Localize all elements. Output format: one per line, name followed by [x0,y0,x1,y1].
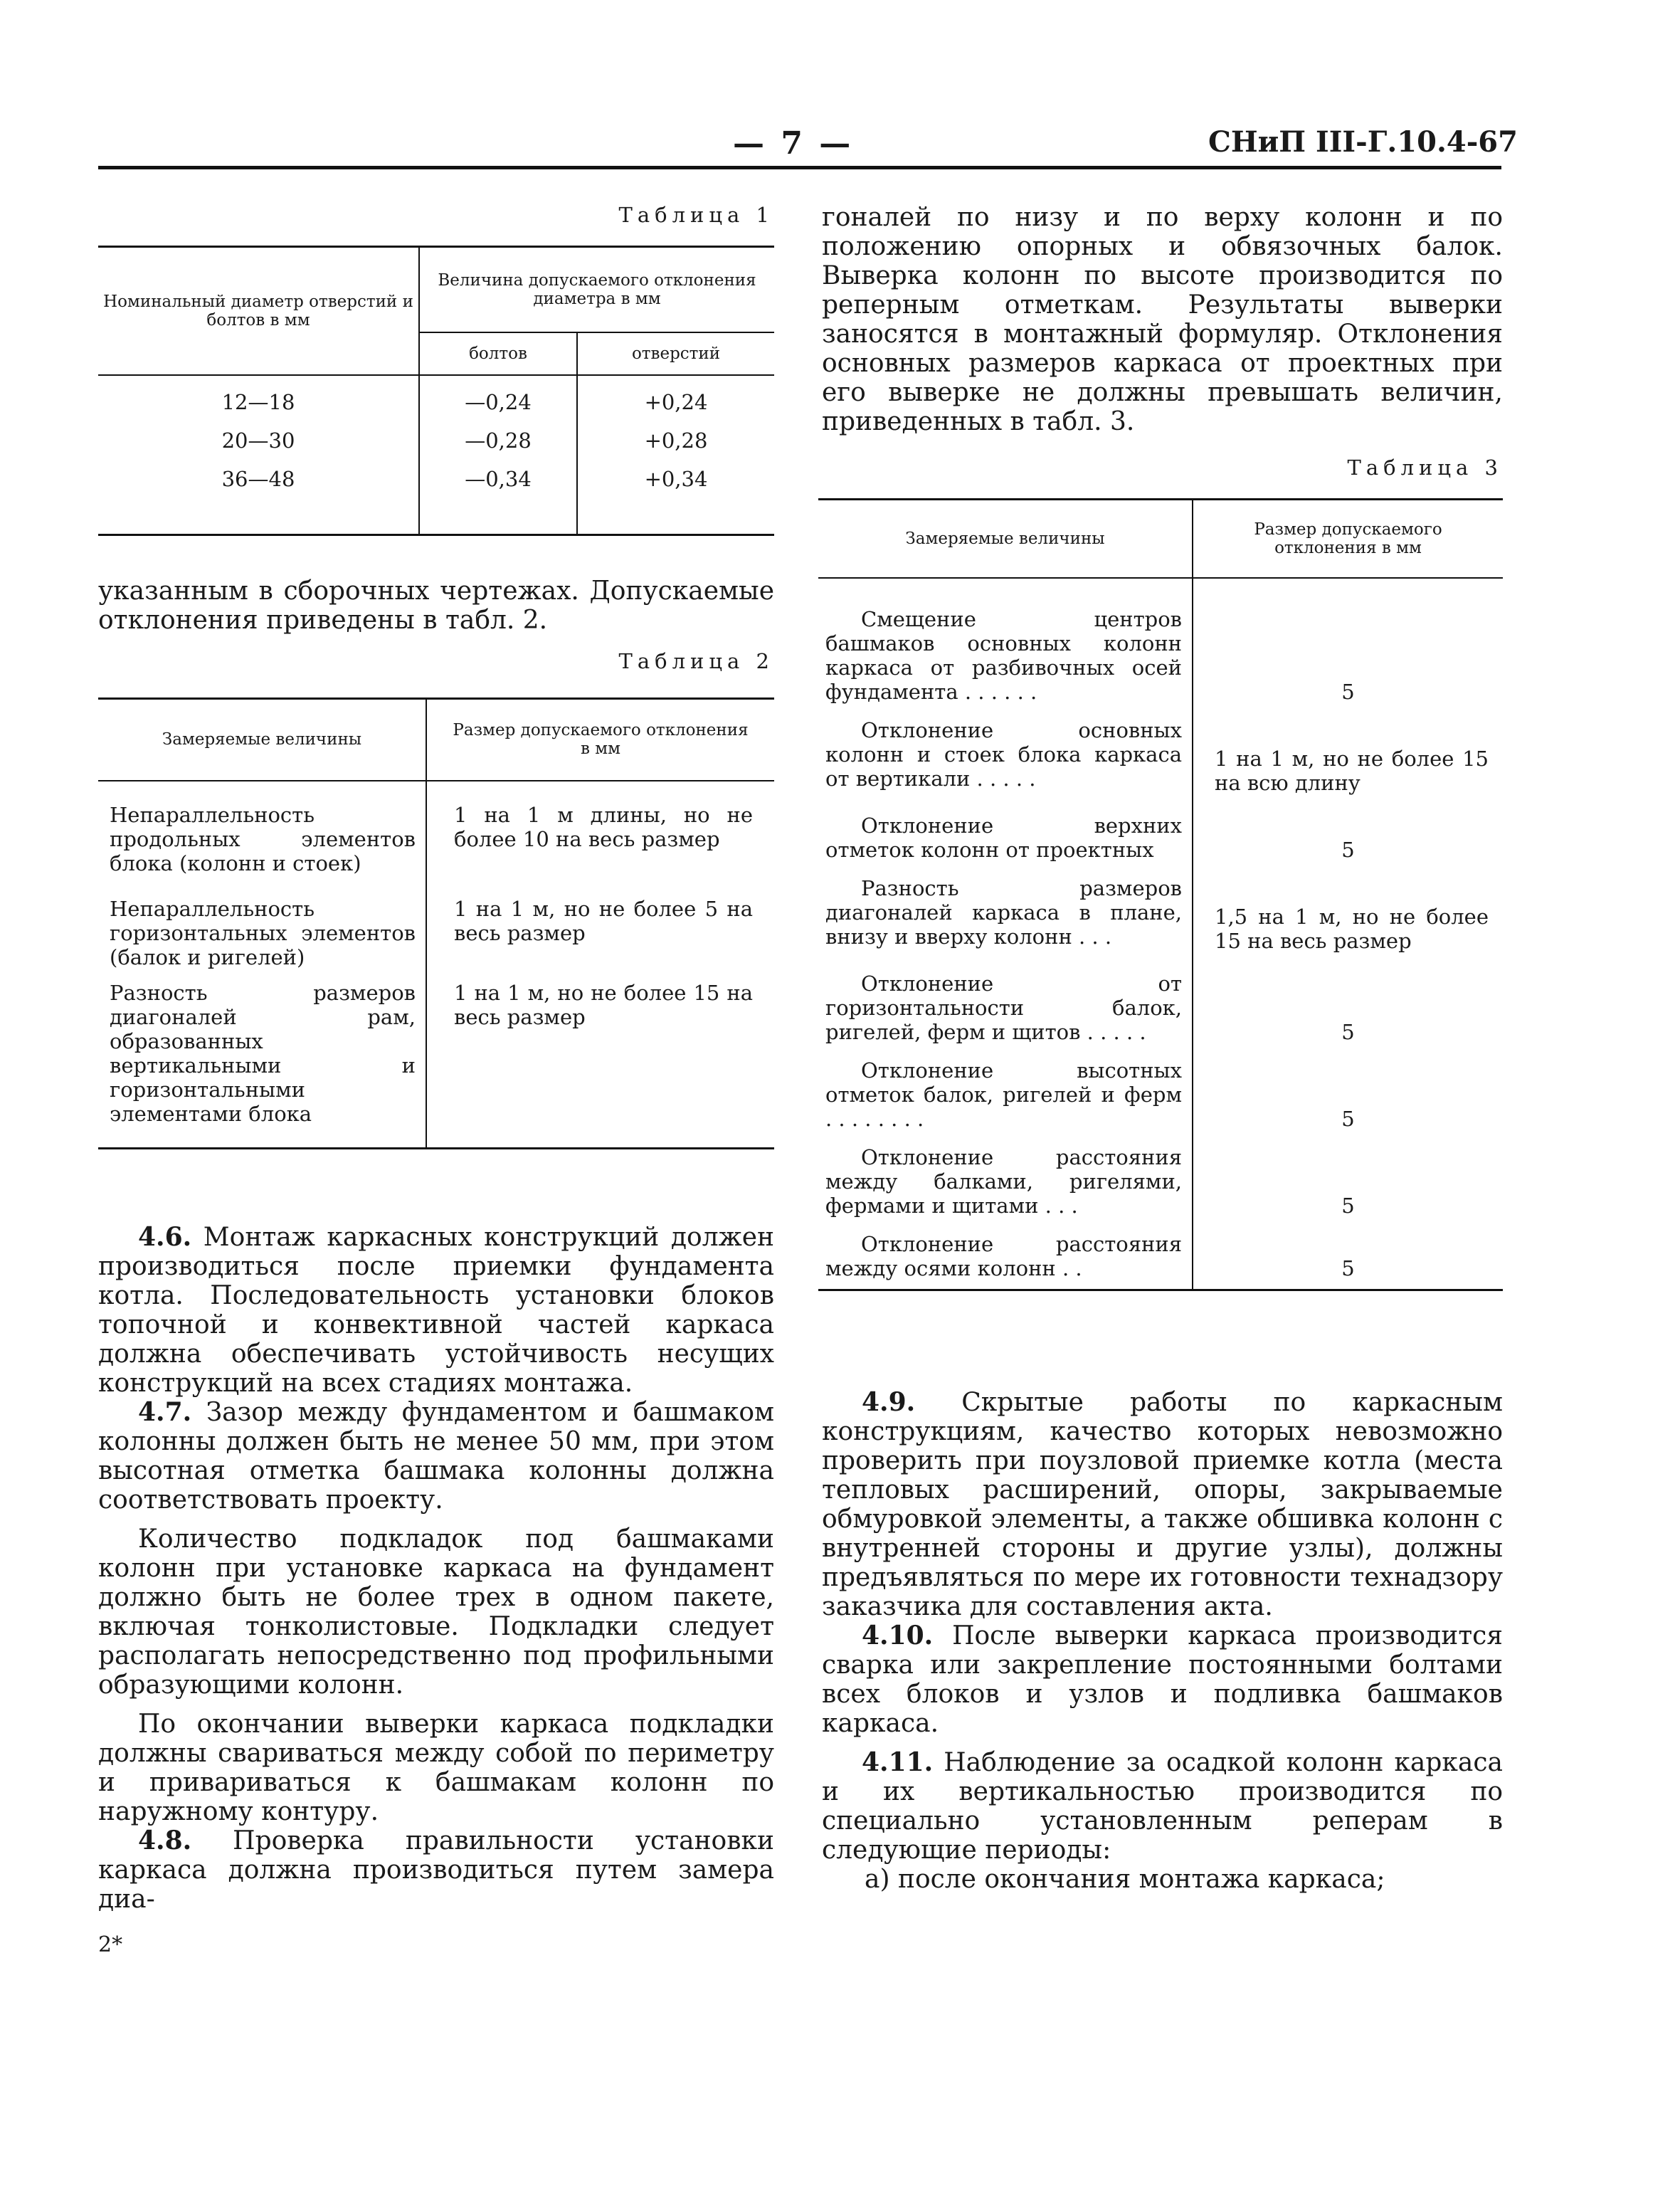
paragraph-continuation: гоналей по низу и по верху колонн и по положению опорных и обвязочных балок. Выверка колонн по высоте производится по реперным отметкам. Результаты выверки заносятся в монтажный формуляр. Отклонения основных размеров каркаса от проектных при его выверке не должны превышать величин, приведенных в табл. 3. [822,203,1503,436]
table3 [818,498,1503,1291]
table2 [98,697,774,1149]
table1-caption: Таблица 1 [618,203,774,227]
right-top-text [822,203,1503,436]
left-column [98,203,774,227]
section-4-9-text: Скрытые работы по каркасным конструкциям, качество которых невозможно проверить при поузловой приемке котла (места тепловых расширений, опоры, закрываемые обмуровкой элементы, а также обшивка колонн с внутренней стороны и другие узлы), должны предъявляться по мере их готовности технадзору заказчика для составления акта. [822,1388,1503,1621]
table2-row3-value: 1 на 1 м, но не более 15 на весь размер [454,980,753,1029]
section-4-8-number: 4.8. [138,1826,192,1855]
table3-caption: Таблица 3 [1347,456,1503,480]
table3-head-measured: Замеряемые величины [818,500,1193,578]
table3-row7-name: Отклонение расстояния между балками, ригелями, фермами и щитами . . . [818,1135,1193,1222]
table3-row2-name: Отклонение основных колонн и стоек блока каркаса от вертикали . . . . . [818,708,1193,795]
section-4-10 [822,1621,1503,1738]
table1-row1-holes: +0,24 [644,389,708,414]
table3-row6-name: Отклонение высотных отметок балок, ригелей и ферм . . . . . . . . [818,1048,1193,1135]
table1-head-diameter: Номинальный диаметр отверстий и болтов в мм [103,292,413,330]
table3-row4-value: 1,5 на 1 м, но не более 15 на весь размер [1215,904,1489,953]
table1-row3-holes: +0,34 [644,466,708,491]
table2-head-tolerance: Размер допускаемого отклонения в мм [453,721,749,759]
table3-row5-name: Отклонение от горизонтальности балок, ригелей, ферм и щитов . . . . . [818,953,1193,1048]
table3-row1-value: 5 [1341,679,1355,704]
section-4-6-number: 4.6. [138,1222,192,1252]
section-4-7 [98,1398,774,1515]
section-4-10-text: После выверки каркаса производится сварка или закрепление постоянными болтами всех блоков и узлов и подливка башмаков каркаса. [822,1621,1503,1738]
section-4-8-text: Проверка правильности установки каркаса должна производиться путем замера диа- [98,1826,774,1914]
table1-head-bolts: болтов [419,332,577,375]
document-code: СНиП III-Г.10.4-67 [1208,125,1518,159]
table2-row2-name: Непараллельность горизонтальных элементов (балок и ригелей) [98,875,426,969]
table3-row4-name: Разность размеров диагоналей каркаса в плане, внизу и вверху колонн . . . [818,866,1193,953]
paragraph-text: указанным в сборочных чертежах. Допускаемые отклонения приведены в табл. 2. [98,576,774,635]
section-4-11 [822,1748,1503,1865]
table3-row5-value: 5 [1341,1019,1355,1044]
table2-caption: Таблица 2 [618,649,774,673]
table1-row3-diameter: 36—48 [98,467,419,505]
table3-row3-name: Отклонение верхних отметок колонн от проектных [818,795,1193,866]
table3-row2-value: 1 на 1 м, но не более 15 на всю длину [1215,746,1489,795]
section-4-11-text: Наблюдение за осадкой колонн каркаса и их вертикальностью производится по специально установленным реперам в следующие периоды: [822,1748,1503,1865]
table3-row1-name: Смещение центров башмаков основных колонн каркаса от разбивочных осей фундамента . . . . . . [818,578,1193,708]
table2-row2-value: 1 на 1 м, но не более 5 на весь размер [454,896,753,945]
table2-row1-name: Непараллельность продольных элементов блока (колонн и стоек) [98,781,426,875]
table2-row3-name: Разность размеров диагоналей рам, образованных вертикальными и горизонтальными элементами блока [98,969,426,1149]
page-number: — 7 — [733,125,854,162]
table3-row6-value: 5 [1341,1106,1355,1131]
section-4-10-number: 4.10. [862,1621,934,1650]
left-body-text [98,1223,774,1914]
paragraph-weld: По окончании выверки каркаса подкладки должны свариваться между собой по периметру и привариваться к башмакам колонн по наружному контуру. [98,1710,774,1826]
table1-head-group: Величина допускаемого отклонения диаметра в мм [438,270,756,308]
table3-row3-value: 5 [1341,837,1355,862]
header-rule [98,166,1501,169]
section-4-8 [98,1826,774,1914]
table1 [98,246,774,536]
table3-head-tolerance: Размер допускаемого отклонения в мм [1254,520,1442,557]
table2-head-measured: Замеряемые величины [98,699,426,781]
table1-row2-holes: +0,28 [644,428,708,453]
section-4-7-text: Зазор между фундаментом и башмаком колонны должен быть не менее 50 мм, при этом высотная отметка башмака колонны должна соответствовать проекту. [98,1398,774,1515]
table1-head-holes: отверстий [631,344,721,363]
section-4-11-number: 4.11. [862,1747,934,1777]
table3-row8-value: 5 [1341,1255,1355,1280]
section-4-9 [822,1388,1503,1621]
paragraph-before-table2 [98,576,774,635]
table3-row8-name: Отклонение расстояния между осями колонн . . [818,1222,1193,1290]
table1-row1-bolts: —0,24 [419,390,577,428]
section-4-9-number: 4.9. [862,1387,916,1417]
table3-row7-value: 5 [1341,1193,1355,1218]
paragraph-shims: Количество подкладок под башмаками колонн при установке каркаса на фундамент должно быть не более трех в одном пакете, включая тонколистовые. Подкладки следует располагать непосредственно под профильными образующими колонн. [98,1525,774,1700]
table2-row1-value: 1 на 1 м длины, но не более 10 на весь размер [454,802,753,851]
table1-row3-bolts: —0,34 [419,467,577,505]
list-item-a: а) после окончания монтажа каркаса; [865,1865,1385,1894]
table1-row2-diameter: 20—30 [98,428,419,467]
section-4-6-text: Монтаж каркасных конструкций должен производиться после приемки фундамента котла. Последовательность установки блоков топочной и конвективной частей каркаса должна обеспечивать устойчивость несущих конструкций на всех стадиях монтажа. [98,1223,774,1398]
table1-row1-diameter: 12—18 [98,390,419,428]
table1-row2-bolts: —0,28 [419,428,577,467]
section-4-7-number: 4.7. [138,1397,192,1427]
section-4-6 [98,1223,774,1398]
signature-mark: 2* [98,1932,123,1957]
right-body-text [822,1388,1503,1894]
